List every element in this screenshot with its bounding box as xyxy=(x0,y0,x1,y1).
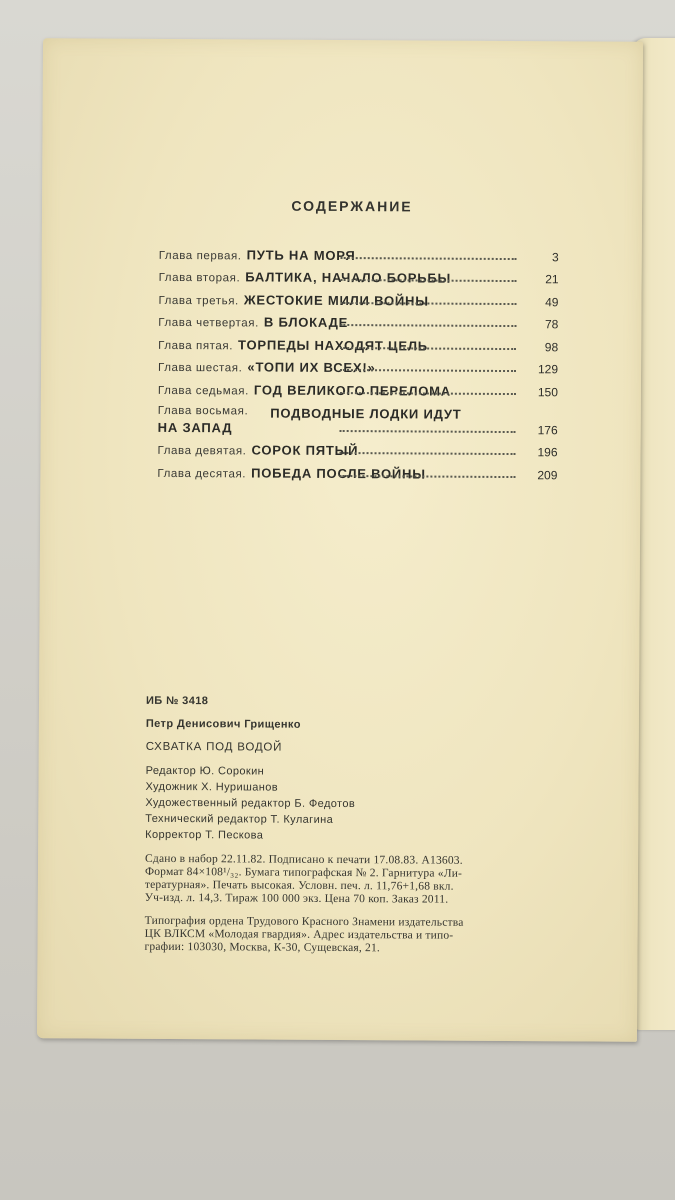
credit-line: Художник Х. Нуришанов xyxy=(145,780,279,794)
print-info-line: Сдано в набор 22.11.82. Подписано к печати 17.08.83. А13603. xyxy=(145,852,463,867)
toc-entry xyxy=(158,374,558,399)
chapter-title: «ТОПИ ИХ ВСЕХ!» xyxy=(247,359,376,376)
publisher-info-line: ЦК ВЛКСМ «Молодая гвардия». Адрес издательства и типо- xyxy=(144,927,454,942)
chapter-title-line2: НА ЗАПАД xyxy=(157,419,233,435)
page-number: 21 xyxy=(545,272,559,287)
toc-entry xyxy=(158,434,558,459)
toc-entry xyxy=(158,351,558,376)
author-name: Петр Денисович Грищенко xyxy=(145,717,301,731)
toc-entry xyxy=(158,329,558,354)
chapter-title: ТОРПЕДЫ НАХОДЯТ ЦЕЛЬ xyxy=(238,336,428,354)
chapter-title: В БЛОКАДЕ xyxy=(263,314,349,331)
toc-entry xyxy=(157,457,557,482)
book-title: СХВАТКА ПОД ВОДОЙ xyxy=(145,740,283,754)
book-page xyxy=(37,38,643,1042)
chapter-label: Глава вторая. xyxy=(158,271,241,285)
page-number: 49 xyxy=(545,294,559,309)
toc-entry xyxy=(158,284,558,309)
chapter-label: Глава восьмая. xyxy=(157,404,249,417)
leader-dots xyxy=(340,324,516,327)
publisher-info xyxy=(144,915,584,957)
page-number: 176 xyxy=(537,422,558,437)
chapter-title: ПОБЕДА ПОСЛЕ ВОЙНЫ xyxy=(251,464,426,482)
chapter-label: Глава десятая. xyxy=(157,467,247,480)
print-info xyxy=(145,853,585,908)
publisher-info-line: Типография ордена Трудового Красного Знамени издательства xyxy=(144,914,464,929)
page-number: 209 xyxy=(537,467,558,482)
credit-line: Технический редактор Т. Кулагина xyxy=(145,812,334,826)
ib-number: ИБ № 3418 xyxy=(145,694,209,708)
chapter-label: Глава седьмая. xyxy=(157,384,249,397)
page-number: 3 xyxy=(552,249,559,264)
chapter-title: БАЛТИКА, НАЧАЛО БОРЬБЫ xyxy=(245,269,452,286)
imprint-block xyxy=(144,695,586,967)
chapter-title: ЖЕСТОКИЕ МИЛИ ВОЙНЫ xyxy=(243,291,429,309)
chapter-label: Глава шестая. xyxy=(158,361,243,375)
page-number: 78 xyxy=(544,317,559,332)
chapter-title: ПУТЬ НА МОРЯ xyxy=(246,246,356,263)
page-number: 196 xyxy=(537,445,558,460)
chapter-title-line1: ПОДВОДНЫЕ ЛОДКИ ИДУТ xyxy=(270,405,462,422)
chapter-title: ГОД ВЕЛИКОГО ПЕРЕЛОМА xyxy=(253,381,452,399)
chapter-label: Глава четвертая. xyxy=(158,316,259,330)
credit-line: Корректор Т. Пескова xyxy=(145,828,264,842)
chapter-label: Глава первая. xyxy=(158,249,242,262)
page-number: 150 xyxy=(537,384,558,399)
toc-entry xyxy=(158,306,558,331)
publisher-info-line: графии: 103030, Москва, К-30, Сущевская, 21. xyxy=(144,940,381,955)
credit-line: Редактор Ю. Сорокин xyxy=(145,764,265,778)
table-of-contents xyxy=(157,239,558,482)
toc-title: СОДЕРЖАНИЕ xyxy=(291,197,413,215)
print-info-line: Формат 84×108¹/₃₂. Бумага типографская № 2. Гарнитура «Ли- xyxy=(144,865,463,880)
leader-dots xyxy=(340,452,516,455)
toc-entry xyxy=(159,261,559,286)
credits-list xyxy=(145,763,585,846)
page-number: 98 xyxy=(544,339,559,354)
chapter-label: Глава девятая. xyxy=(157,444,247,458)
chapter-label: Глава третья. xyxy=(158,294,239,307)
chapter-title: СОРОК ПЯТЫЙ xyxy=(251,442,359,459)
leader-dots xyxy=(341,256,517,259)
toc-entry xyxy=(158,396,558,436)
print-info-line: Уч-изд. л. 14,3. Тираж 100 000 экз. Цена 70 коп. Заказ 2011. xyxy=(144,891,449,906)
toc-entry xyxy=(159,239,559,264)
print-info-line: тературная». Печать высокая. Условн. печ. л. 11,76+1,68 вкл. xyxy=(144,878,454,893)
chapter-label: Глава пятая. xyxy=(158,339,234,352)
page-number: 129 xyxy=(537,362,559,377)
credit-line: Художественный редактор Б. Федотов xyxy=(145,796,356,811)
